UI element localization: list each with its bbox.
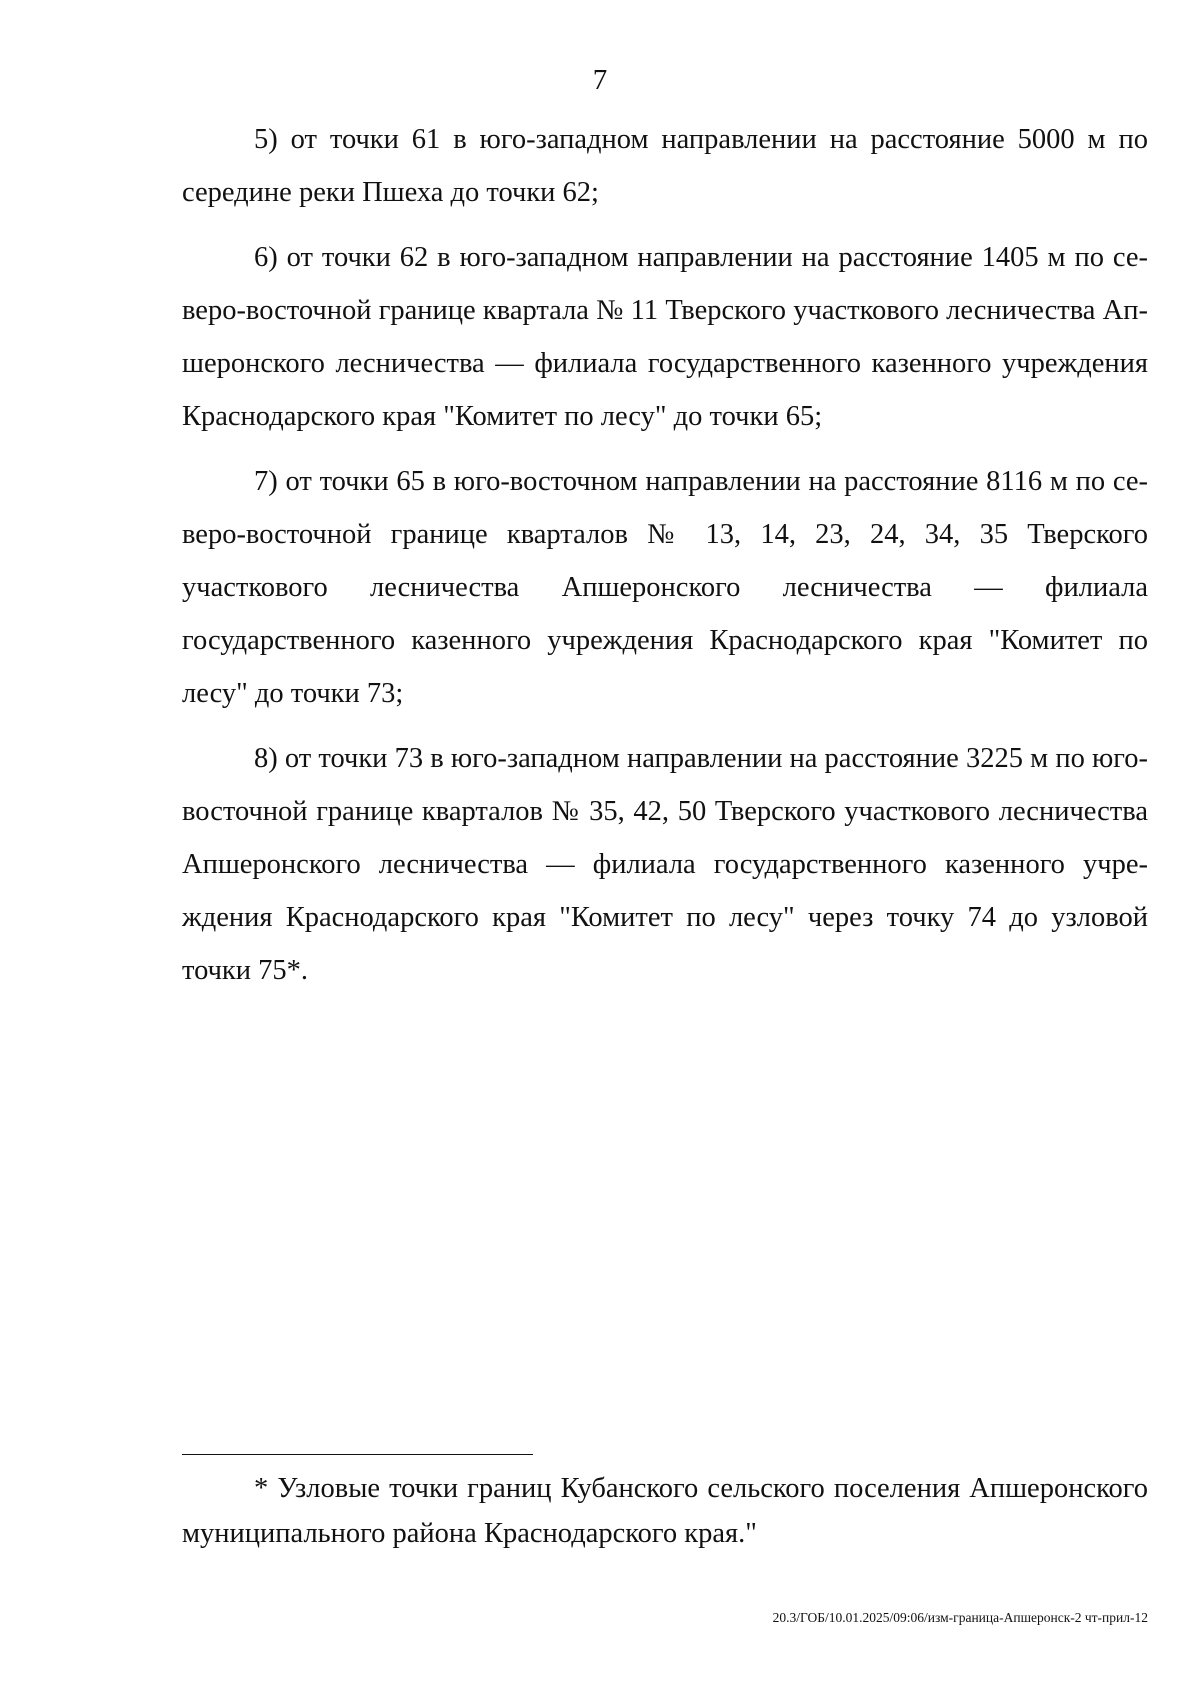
body-text: [182, 113, 1148, 1009]
document-id: 20.3/ГОБ/10.01.2025/09:06/изм-граница-Апшеронск-2 чт-прил-12: [772, 1610, 1148, 1625]
paragraph-7: 7) от точки 65 в юго-восточном направлении на расстояние 8116 м по северо-восточной границе кварталов № 13, 14, 23, 24, 34, 35 Тверского участкового лесничества Апшеронского лесничества — филиала государственного казенного учреждения Краснодарского края "Комитет по лесу" до точки 73;: [182, 466, 1148, 709]
page-number: 7: [592, 64, 608, 96]
footnote: * Узловые точки границ Кубанского сельского поселения Апшеронского муниципального района Краснодарского края.": [182, 1473, 1148, 1549]
paragraph-5: 5) от точки 61 в юго-западном направлении на расстояние 5000 м по середине реки Пшеха до точки 62;: [182, 124, 1148, 208]
footnote-divider: [182, 1454, 533, 1455]
paragraph-6: 6) от точки 62 в юго-западном направлении на расстояние 1405 м по северо-восточной границе квартала № 11 Тверского участкового лесничества Апшеронского лесничества — филиала государственного казенного учреждения Краснодарского края "Комитет по лесу" до точки 65;: [182, 242, 1148, 432]
paragraph-8: 8) от точки 73 в юго-западном направлении на расстояние 3225 м по юго-восточной границе кварталов № 35, 42, 50 Тверского участкового лесничества Апшеронского лесничества — филиала государственного казенного учреждения Краснодарского края "Комитет по лесу" через точку 74 до узловой точки 75*.: [182, 743, 1148, 986]
